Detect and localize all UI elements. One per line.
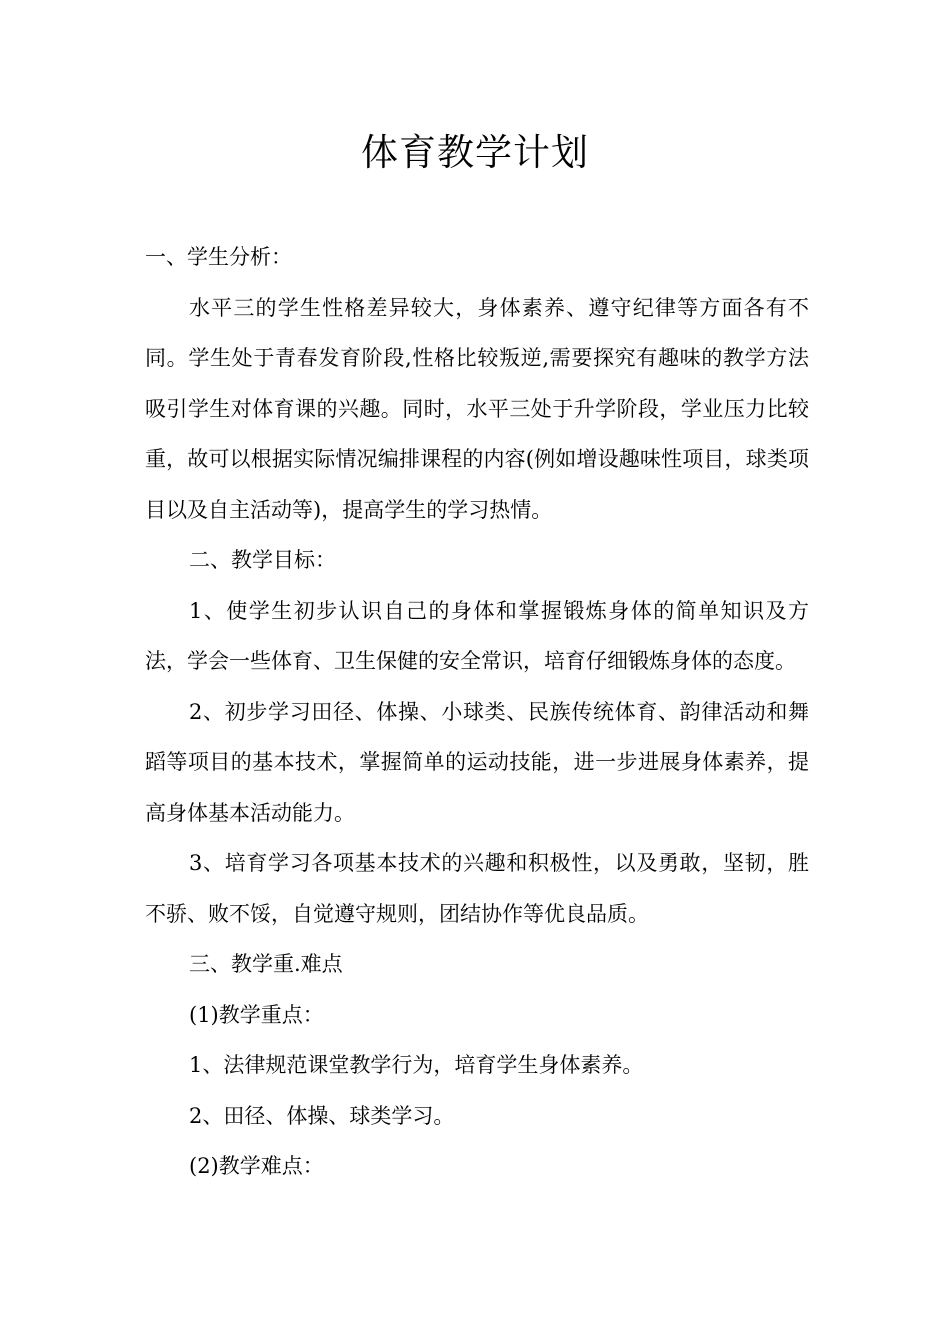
- subheading-key-points: (1)教学重点：: [189, 1002, 324, 1027]
- section-heading-student-analysis: 一、学生分析：: [145, 245, 292, 269]
- paragraph-goal-2: 2、初步学习田径、体操、小球类、民族传统体育、韵律活动和舞蹈等项目的基本技术，掌握简单的运动技能，进一步进展身体素养，提高身体基本活动能力。: [145, 699, 809, 825]
- paragraph-goal-3: 3、培育学习各项基本技术的兴趣和积极性，以及勇敢，坚韧，胜不骄、败不馁，自觉遵守规则，团结协作等优良品质。: [145, 851, 809, 926]
- subheading-difficult-points: (2)教学难点：: [189, 1154, 324, 1178]
- section-heading-key-difficult-points: 三、教学重.难点: [189, 952, 343, 976]
- document-title: 体育教学计划: [361, 131, 589, 174]
- section-heading-teaching-goals: 二、教学目标：: [189, 548, 336, 572]
- key-point-1: 1、法律规范课堂教学行为，培育学生身体素养。: [189, 1053, 644, 1077]
- paragraph-goal-1: 1、使学生初步认识自己的身体和掌握锻炼身体的简单知识及方法，学会一些体育、卫生保健的安全常识，培育仔细锻炼身体的态度。: [145, 598, 809, 673]
- document-body: [145, 232, 809, 1192]
- key-point-2: 2、田径、体操、球类学习。: [189, 1103, 455, 1128]
- paragraph-student-analysis: 水平三的学生性格差异较大，身体素养、遵守纪律等方面各有不同。学生处于青春发育阶段,性格比较叛逆,需要探究有趣味的教学方法吸引学生对体育课的兴趣。同时，水平三处于升学阶段，学业压力比较重，故可以根据实际情况编排课程的内容(例如增设趣味性项目，球类项目以及自主活动等)，提高学生的学习热情。: [145, 295, 809, 522]
